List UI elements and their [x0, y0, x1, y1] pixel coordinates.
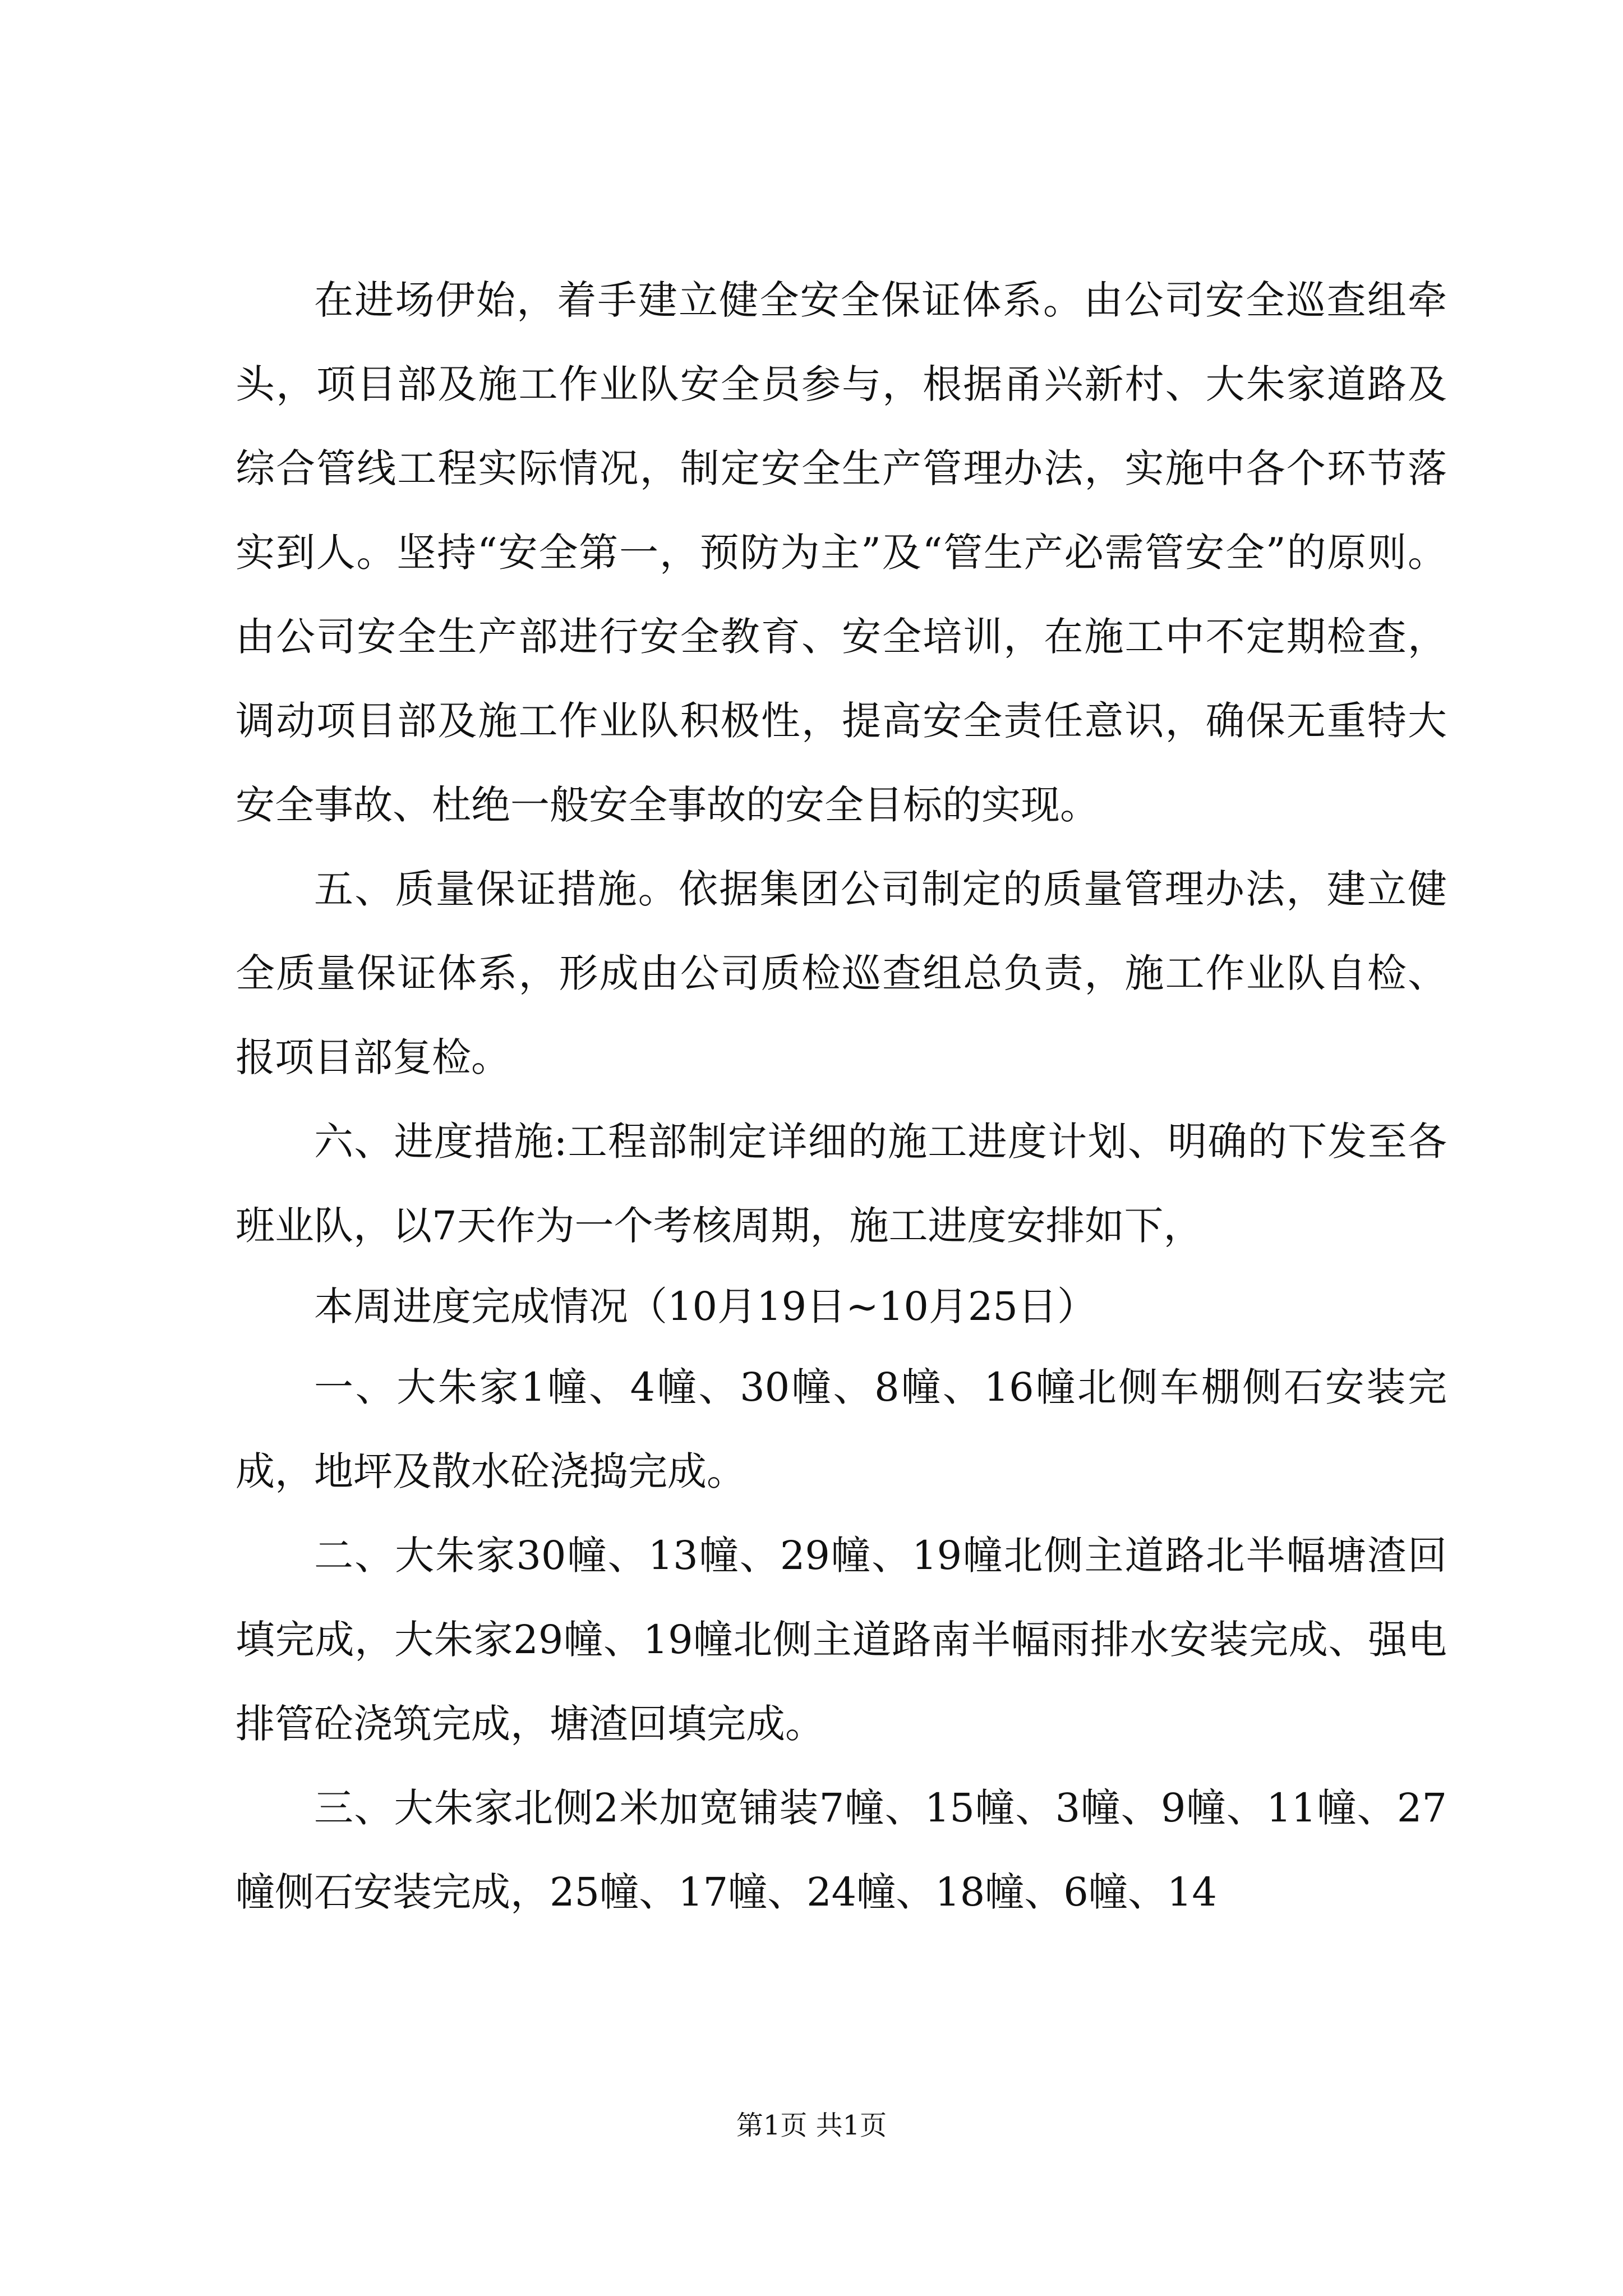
paragraph-progress-item-2: 二、大朱家30幢、13幢、29幢、19幢北侧主道路北半幅塘渣回填完成，大朱家29幢、19幢北侧主道路南半幅雨排水安装完成、强电排管砼浇筑完成，塘渣回填完成。 — [236, 1533, 1447, 1747]
paragraph-quality-measures: 五、质量保证措施。依据集团公司制定的质量管理办法，建立健全质量保证体系，形成由公司质检巡查组总负责，施工作业队自检、报项目部复检。 — [236, 866, 1447, 1080]
page-footer: 第1页 共1页 — [736, 2110, 887, 2141]
paragraph-progress-item-3: 三、大朱家北侧2米加宽铺装7幢、15幢、3幢、9幢、11幢、27幢侧石安装完成，25幢、17幢、24幢、18幢、6幢、14 — [236, 1785, 1447, 1915]
paragraph-safety-system: 在进场伊始，着手建立健全安全保证体系。由公司安全巡查组牵头，项目部及施工作业队安全员参与，根据甬兴新村、大朱家道路及综合管线工程实际情况，制定安全生产管理办法，实施中各个环节落实到人。坚持“安全第一，预防为主”及“管生产必需管安全”的原则。由公司安全生产部进行安全教育、安全培训，在施工中不定期检查，调动项目部及施工作业队积极性，提高安全责任意识，确保无重特大安全事故、杜绝一般安全事故的安全目标的实现。 — [236, 277, 1447, 828]
document-body — [236, 258, 1447, 1934]
paragraph-weekly-progress-heading: 本周进度完成情况（10月19日~10月25日） — [314, 1283, 1096, 1329]
paragraph-progress-item-1: 一、大朱家1幢、4幢、30幢、8幢、16幢北侧车棚侧石安装完成，地坪及散水砼浇捣完成。 — [236, 1364, 1447, 1494]
paragraph-progress-measures: 六、进度措施:工程部制定详细的施工进度计划、明确的下发至各班业队，以7天作为一个考核周期，施工进度安排如下， — [236, 1119, 1447, 1249]
